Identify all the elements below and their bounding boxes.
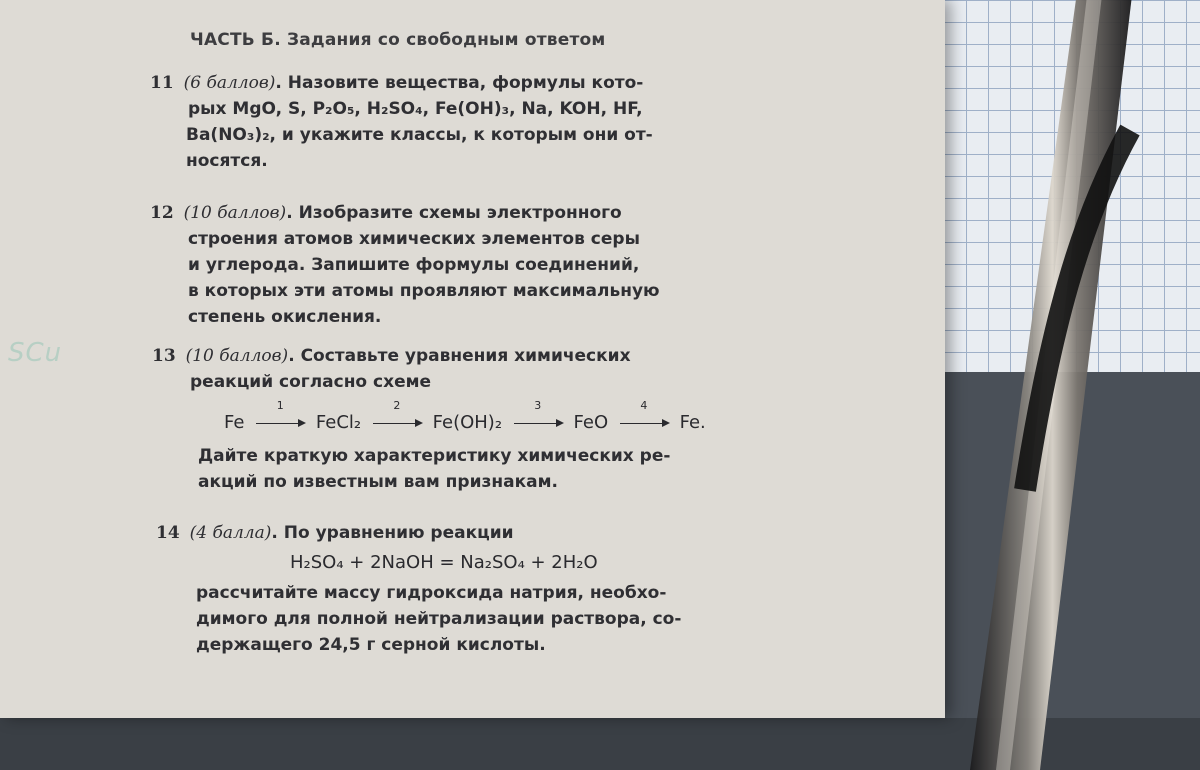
task-number: 12: [150, 203, 174, 223]
task-points: (10 баллов): [185, 346, 289, 366]
task-points: (4 балла): [189, 523, 272, 543]
arrow-label: 1: [276, 398, 284, 412]
task-text-line: . Составьте уравнения химических: [288, 346, 631, 366]
task-number: 13: [152, 346, 176, 366]
scheme-arrow: [254, 398, 306, 434]
scheme-species: FeO: [573, 412, 609, 433]
task-text-line: . Назовите вещества, формулы кото-: [275, 73, 644, 93]
task-11: [150, 70, 653, 174]
pen: [930, 0, 1140, 770]
scheme-arrow: [512, 398, 564, 434]
task-text-line: акций по известным вам признакам.: [198, 472, 558, 492]
arrow-label: 2: [393, 398, 401, 412]
task-text-line: . Изобразите схемы электронного: [286, 203, 622, 223]
scheme-species: FeCl₂: [315, 412, 362, 433]
task-points: (10 баллов): [183, 203, 287, 223]
task-text-line: димого для полной нейтрализации раствора, со-: [196, 609, 682, 629]
task-14-continued: [196, 580, 681, 658]
task-text-line: строения атомов химических элементов серы: [188, 229, 640, 249]
task-13: [152, 343, 631, 395]
task-text-line: степень окисления.: [188, 307, 382, 327]
margin-handwritten-note: SCu: [8, 338, 63, 368]
task-text-line: и углерода. Запишите формулы соединений,: [188, 255, 640, 275]
task-text-line: рассчитайте массу гидроксида натрия, необхо-: [196, 583, 667, 603]
scheme-species: Fe(OH)₂: [432, 412, 503, 433]
task-number: 14: [156, 523, 180, 543]
arrow-label: 4: [640, 398, 648, 412]
task-text-line: Дайте краткую характеристику химических ре-: [198, 446, 671, 466]
task-12: [150, 200, 660, 330]
part-heading: ЧАСТЬ Б. Задания со свободным ответом: [190, 30, 606, 50]
reaction-scheme: [224, 398, 706, 434]
task-text-line: Ba(NO₃)₂, и укажите классы, к которым они от-: [186, 125, 653, 145]
reaction-equation: H₂SO₄ + 2NaOH = Na₂SO₄ + 2H₂O: [290, 552, 598, 573]
task-points: (6 баллов): [183, 73, 276, 93]
task-number: 11: [150, 73, 174, 93]
task-text-line: держащего 24,5 г серной кислоты.: [196, 635, 546, 655]
task-text-line: в которых эти атомы проявляют максимальную: [188, 281, 660, 301]
task-13-continued: [198, 443, 670, 495]
scheme-species: Fe: [224, 412, 245, 433]
task-text-line: реакций согласно схеме: [190, 372, 432, 392]
task-text-line: носятся.: [186, 151, 268, 171]
scheme-arrow: [371, 398, 423, 434]
arrow-label: 3: [534, 398, 542, 412]
scheme-species: Fe.: [679, 412, 706, 433]
scheme-arrow: [618, 398, 670, 434]
task-14: [156, 520, 514, 546]
task-text-line: рых MgO, S, P₂O₅, H₂SO₄, Fe(OH)₃, Na, KOH, HF,: [188, 99, 643, 119]
task-text-line: . По уравнению реакции: [271, 523, 514, 543]
